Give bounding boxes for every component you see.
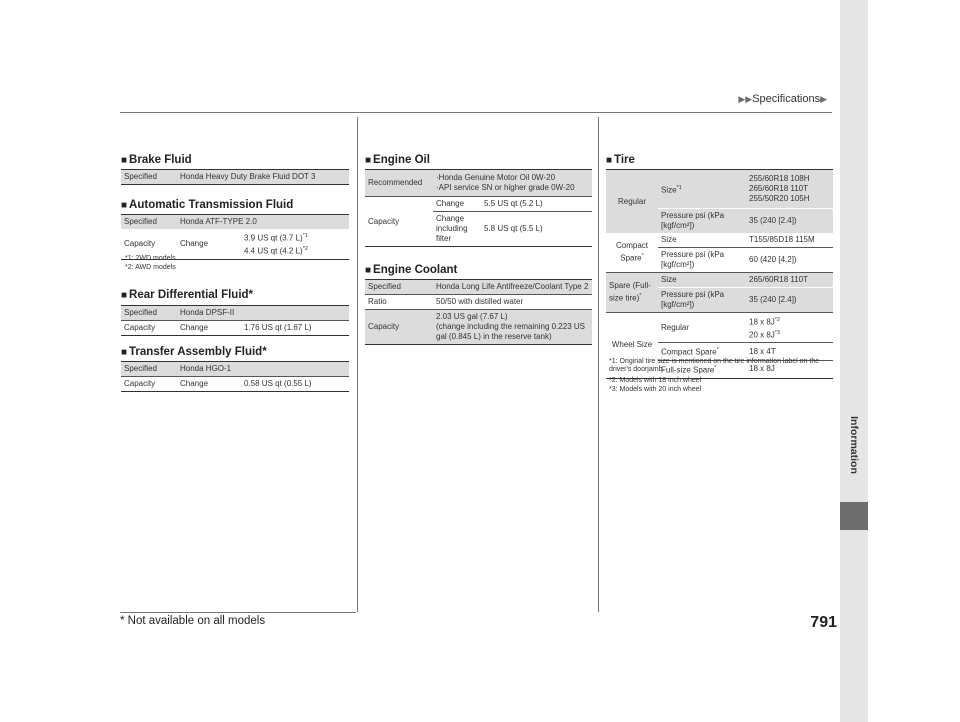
square-icon: ■ — [365, 265, 372, 276]
section-label: Information — [848, 416, 860, 474]
breadcrumb — [738, 93, 827, 105]
footnote: *1: Original tire size is mentioned on the tire information label on the driver's doorjamb. — [609, 358, 820, 373]
brake-fluid-table: Specified Honda Heavy Duty Brake Fluid DOT 3 — [121, 169, 349, 185]
atf-table: Specified Honda ATF-TYPE 2.0 Capacity Change 3.9 US qt (3.7 L)$^{*1}$ 4.4 US qt (4.2 L)$^{*2}$ — [121, 214, 349, 260]
breadcrumb-label: Specifications — [752, 93, 821, 105]
square-icon: ■ — [121, 200, 128, 211]
square-icon: ■ — [121, 347, 128, 358]
section-title: ■ Transfer Assembly Fluid* — [121, 346, 267, 358]
square-icon: ■ — [606, 155, 613, 166]
engine-coolant-table: Specified Honda Long Life Antifreeze/Coolant Type 2 Ratio 50/50 with distilled water Capacity 2.03 US gal (7.67 L) (change including the remaining 0.223 US gal (0.845 L) in the reserve tank) — [365, 279, 592, 345]
square-icon: ■ — [121, 290, 128, 301]
triangle-icon: ▶▶ — [738, 94, 753, 104]
column-divider — [357, 117, 358, 612]
transfer-table: Specified Honda HGO-1 Capacity Change 0.58 US qt (0.55 L) — [121, 361, 349, 392]
square-icon: ■ — [121, 155, 128, 166]
section-title: ■ Tire — [606, 154, 635, 166]
section-title: ■ Rear Differential Fluid* — [121, 289, 254, 301]
section-title: ■ Brake Fluid — [121, 154, 192, 166]
engine-oil-table: Recommended ·Honda Genuine Motor Oil 0W-20 ·API service SN or higher grade 0W-20 Capacity Change 5.5 US qt (5.2 L) Change including filter 5.8 US qt (5.5 L) — [365, 169, 592, 247]
square-icon: ■ — [365, 155, 372, 166]
header-rule — [120, 112, 832, 113]
page-number: 791 — [810, 614, 837, 631]
sidebar — [840, 0, 868, 722]
footnote: *3: Models with 20 inch wheel — [609, 386, 702, 393]
rear-diff-table: Specified Honda DPSF-II Capacity Change 1.76 US qt (1.67 L) — [121, 305, 349, 336]
section-tab[interactable] — [840, 502, 868, 530]
section-title: ■ Engine Coolant — [365, 264, 458, 276]
footnote: *2: AWD models — [125, 264, 176, 271]
footnote: *1: 2WD models — [125, 255, 176, 262]
tire-table: Regular Size$^{*1}$ 255/60R18 108H 265/60R18 110T 255/50R20 105H Pressure psi (kPa [kgf/cm²]) 35 (240 [2.4]) Compact Spare* Size T155/85D18 115M Pressure psi (kPa [kgf/cm²]) 60 (420 [4.2]) Spare (Full-size tire)* Size 265/60R18 110T Pressure psi (kPa [kgf/cm²]) 35 (240 [2.4]) Wheel Size Regular 18 x $8J^{*2}$ 20 x $8J^{*3}$ Compact Spare* 18 x 4T Full-size Spare* 18 x 8J — [606, 169, 833, 379]
footnote: *2: Models with 18 inch wheel — [609, 377, 702, 384]
section-title: ■ Engine Oil — [365, 154, 430, 166]
column-divider — [598, 117, 599, 612]
section-title: ■ Automatic Transmission Fluid — [121, 199, 294, 211]
footer-note: * Not available on all models — [120, 612, 356, 634]
triangle-icon: ▶ — [820, 94, 827, 104]
